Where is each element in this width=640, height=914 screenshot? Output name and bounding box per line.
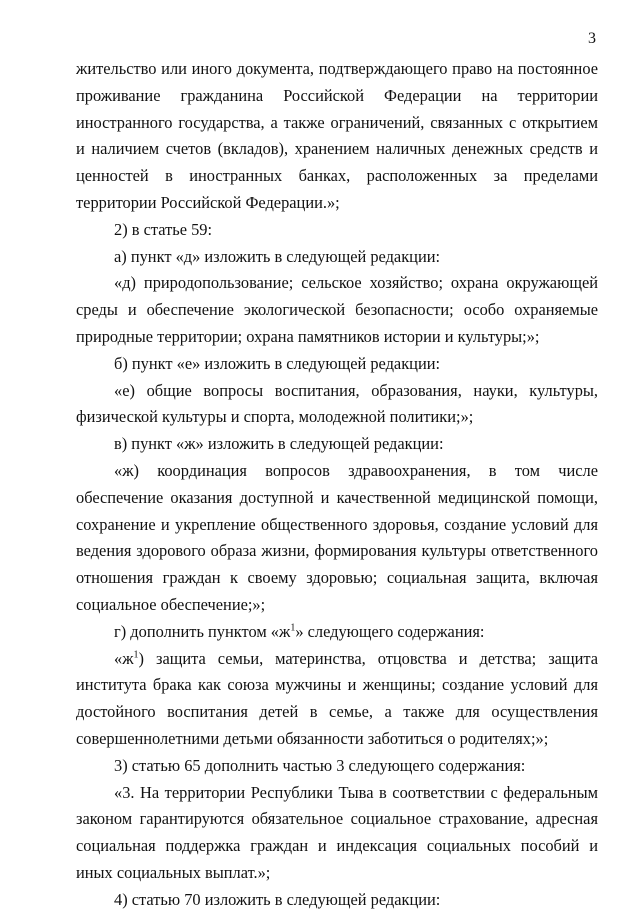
text-segment: г) дополнить пунктом «ж xyxy=(114,621,291,641)
paragraph-continuation: жительство или иного документа, подтверждающего право на постоянное проживание гражданина Российской Федерации на территории иностранного государства, а также ограничений, связанных с открытием и наличием счетов (вкладов), хранением наличных денежных средств и ценностей в иностранных банках, расположенных за пределами территории Российской Федерации.»; xyxy=(76,59,598,212)
paragraph-point-e-heading: б) пункт «е» изложить в следующей редакции: xyxy=(114,353,441,373)
paragraph-article-59: 2) в статье 59: xyxy=(114,219,213,239)
paragraph-point-d-text: «д) природопользование; сельское хозяйство; охрана окружающей среды и обеспечение экологической безопасности; особо охраняемые природные территории; охрана памятников истории и культуры;»; xyxy=(76,273,598,346)
document-body xyxy=(76,56,598,914)
superscript: 1 xyxy=(133,649,139,661)
text-segment: » следующего содержания: xyxy=(295,621,485,641)
paragraph-point-e-text: «е) общие вопросы воспитания, образования, науки, культуры, физической культуры и спорта, молодежной политики;»; xyxy=(76,380,598,427)
paragraph-article-70: 4) статью 70 изложить в следующей редакции: xyxy=(114,889,441,909)
paragraph-point-d-heading: а) пункт «д» изложить в следующей редакции: xyxy=(114,246,441,266)
text-segment: «ж xyxy=(114,648,134,668)
text-segment: ) защита семьи, материнства, отцовства и детства; защита института брака как союза мужчины и женщины; создание условий для достойного воспитания детей в семье, а также для осуществления совершеннолетними детьми обязанности заботиться о родителях;»; xyxy=(76,648,598,748)
superscript: 1 xyxy=(290,622,296,634)
paragraph-article-65-part-3: «3. На территории Республики Тыва в соответствии с федеральным законом гарантируются обязательное социальное страхование, адресная социальная поддержка граждан и индексация социальных пособий и иных социальных выплат.»; xyxy=(76,782,598,882)
paragraph-point-zh1-heading xyxy=(76,619,598,646)
page-number: 3 xyxy=(588,30,596,47)
paragraph-point-zh-text: «ж) координация вопросов здравоохранения, в том числе обеспечение оказания доступной и качественной медицинской помощи, сохранение и укрепление общественного здоровья, создание условий для ведения здорового образа жизни, формирования культуры ответственного отношения граждан к своему здоровью; социальная защита, включая социальное обеспечение;»; xyxy=(76,460,598,614)
paragraph-point-zh1-text xyxy=(76,646,598,753)
paragraph-point-zh-heading: в) пункт «ж» изложить в следующей редакции: xyxy=(114,434,444,454)
paragraph-article-65: 3) статью 65 дополнить частью 3 следующего содержания: xyxy=(114,755,526,775)
